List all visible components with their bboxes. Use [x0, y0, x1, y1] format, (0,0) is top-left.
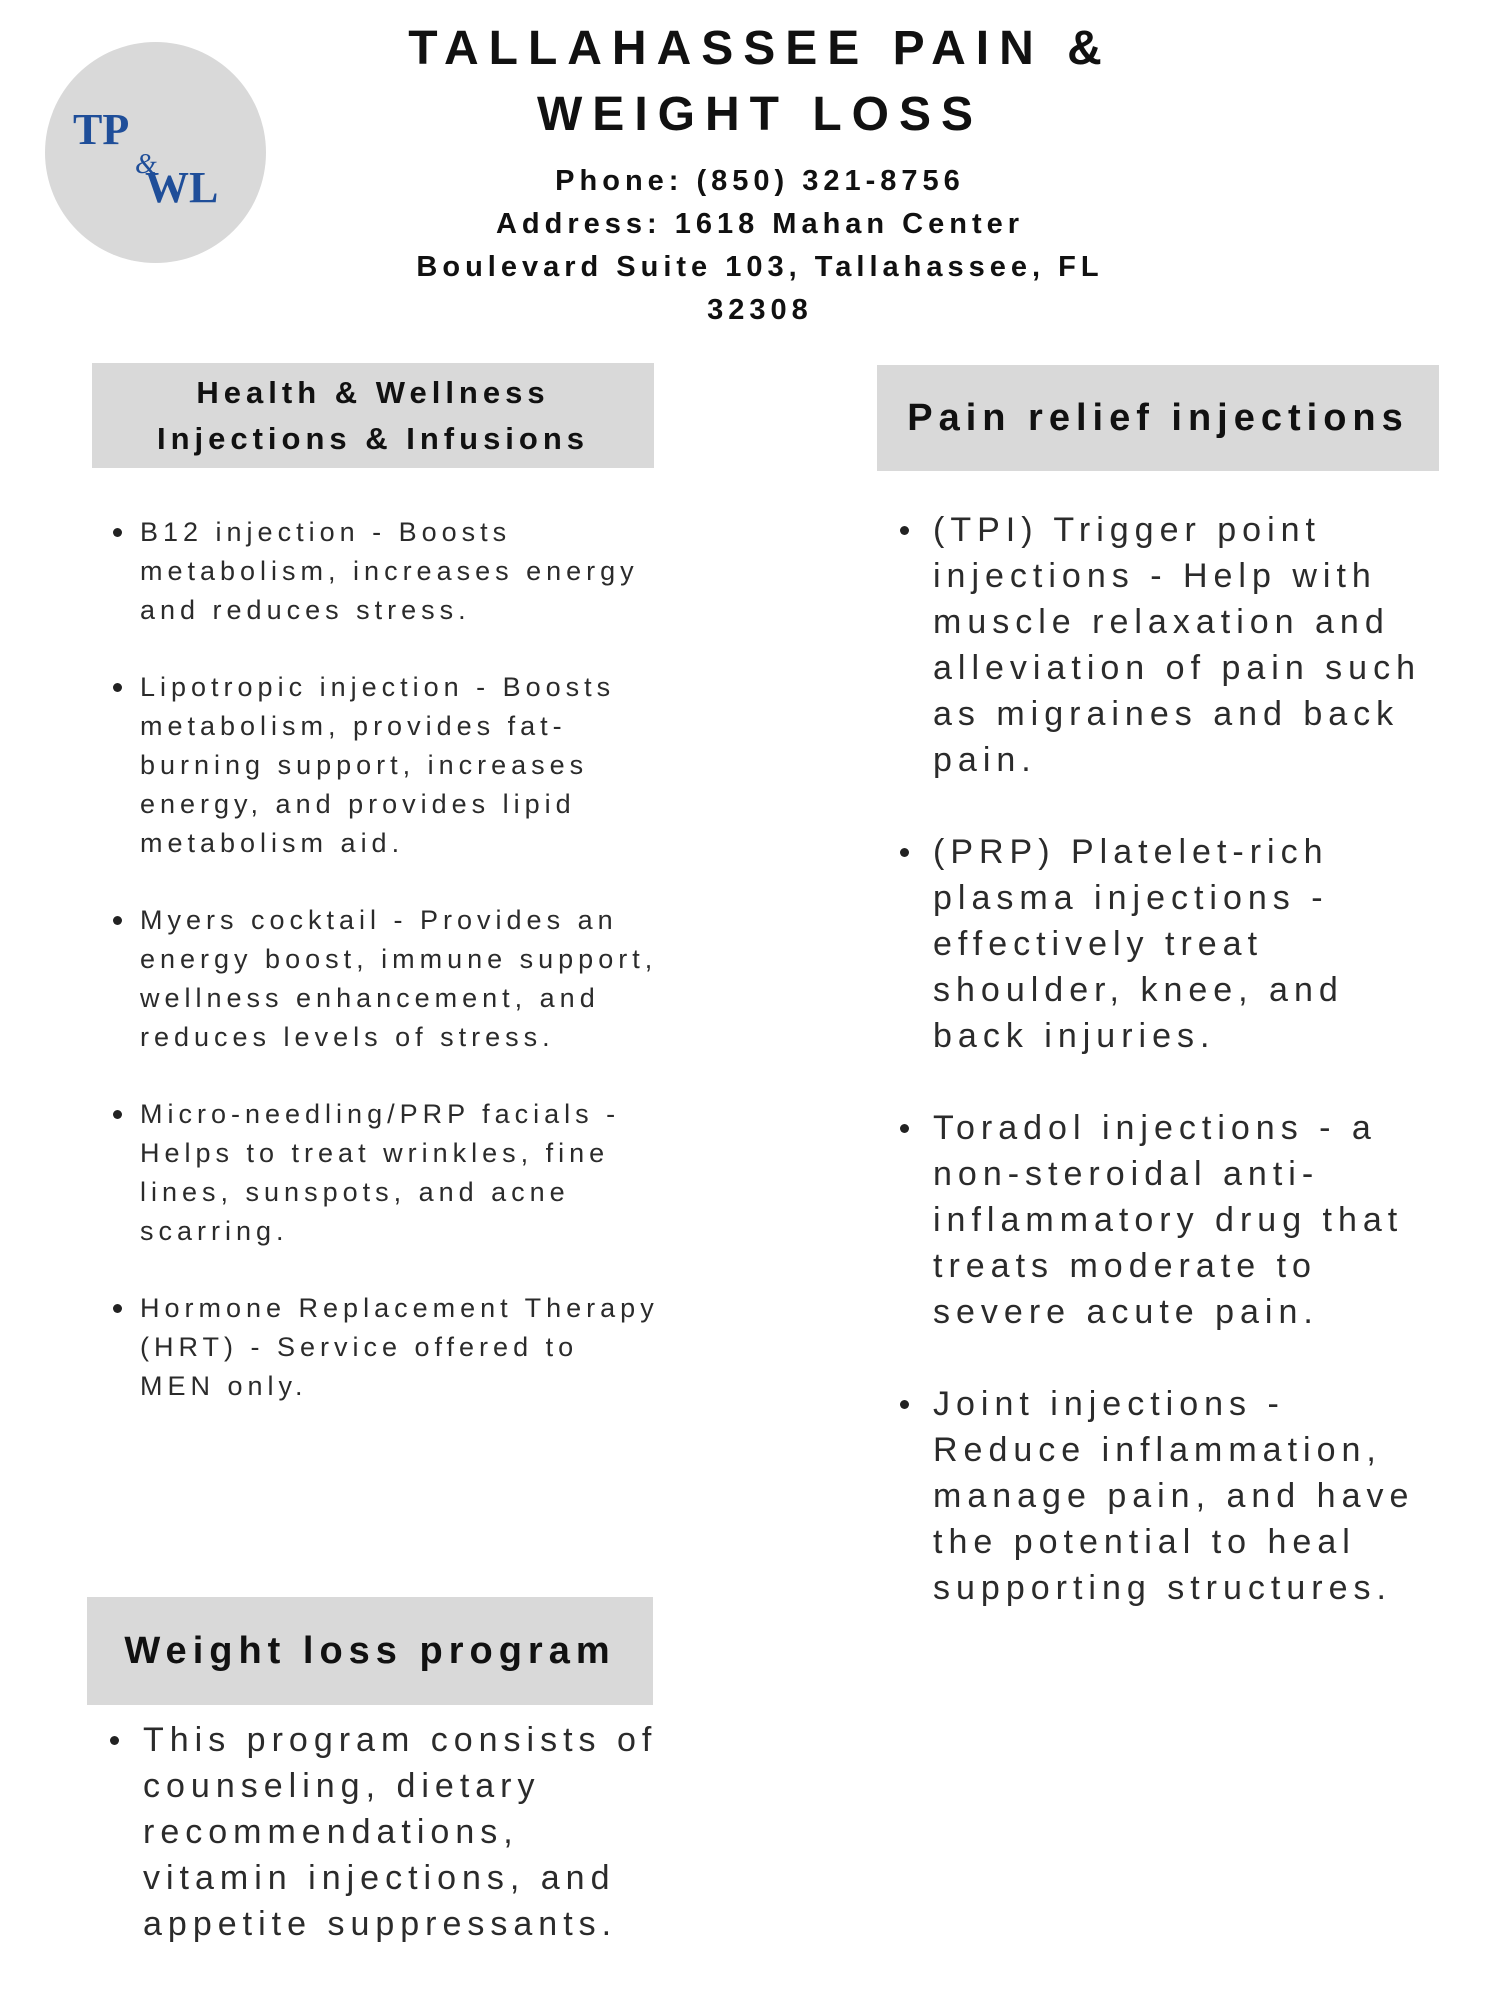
list-item: Joint injections - Reduce inflammation, manage pain, and have the potential to heal supporting structures.	[933, 1381, 1443, 1611]
list-item: (TPI) Trigger point injections - Help with muscle relaxation and alleviation of pain such as migraines and back pain.	[933, 507, 1443, 783]
page-header	[330, 0, 1190, 332]
list-item: Toradol injections - a non-steroidal anti-inflammatory drug that treats moderate to severe acute pain.	[933, 1105, 1443, 1335]
list-item: Myers cocktail - Provides an energy boost, immune support, wellness enhancement, and reduces levels of stress.	[140, 901, 660, 1057]
weight-loss-heading	[87, 1597, 653, 1705]
logo-text-wl: WL	[145, 163, 219, 212]
title-line-2: WEIGHT LOSS	[537, 88, 983, 141]
health-wellness-heading	[92, 363, 654, 468]
list-item: B12 injection - Boosts metabolism, increases energy and reduces stress.	[140, 513, 660, 630]
address-line-1: Address: 1618 Mahan Center	[495, 208, 1025, 240]
pain-relief-list	[933, 507, 1443, 1657]
list-item: (PRP) Platelet-rich plasma injections - effectively treat shoulder, knee, and back injuries.	[933, 829, 1443, 1059]
pain-relief-heading	[877, 365, 1439, 471]
list-item: Lipotropic injection - Boosts metabolism, provides fat-burning support, increases energy, and provides lipid metabolism aid.	[140, 668, 660, 863]
logo-mark	[45, 42, 266, 263]
logo-text-amp: &	[135, 149, 157, 180]
pain-relief-heading-text: Pain relief injections	[907, 396, 1409, 439]
health-wellness-list	[140, 513, 660, 1444]
logo-text-tp: TP	[73, 105, 130, 154]
contact-info	[330, 160, 1190, 332]
phone-number: Phone: (850) 321-8756	[555, 165, 965, 197]
list-item: Micro-needling/PRP facials - Helps to treat wrinkles, fine lines, sunspots, and acne scarring.	[140, 1095, 660, 1251]
health-wellness-heading-line-1: Health & Wellness	[196, 374, 550, 410]
logo	[45, 42, 266, 263]
list-item: Hormone Replacement Therapy (HRT) - Service offered to MEN only.	[140, 1289, 660, 1406]
address-line-3: 32308	[707, 294, 813, 326]
weight-loss-list	[143, 1717, 663, 1947]
page-title	[330, 16, 1190, 148]
title-line-1: TALLAHASSEE PAIN &	[408, 22, 1112, 75]
weight-loss-heading-text: Weight loss program	[124, 1629, 616, 1672]
health-wellness-heading-line-2: Injections & Infusions	[156, 420, 590, 456]
address-line-2: Boulevard Suite 103, Tallahassee, FL	[416, 251, 1104, 283]
list-item: This program consists of counseling, dietary recommendations, vitamin injections, and appetite suppressants.	[143, 1717, 663, 1947]
